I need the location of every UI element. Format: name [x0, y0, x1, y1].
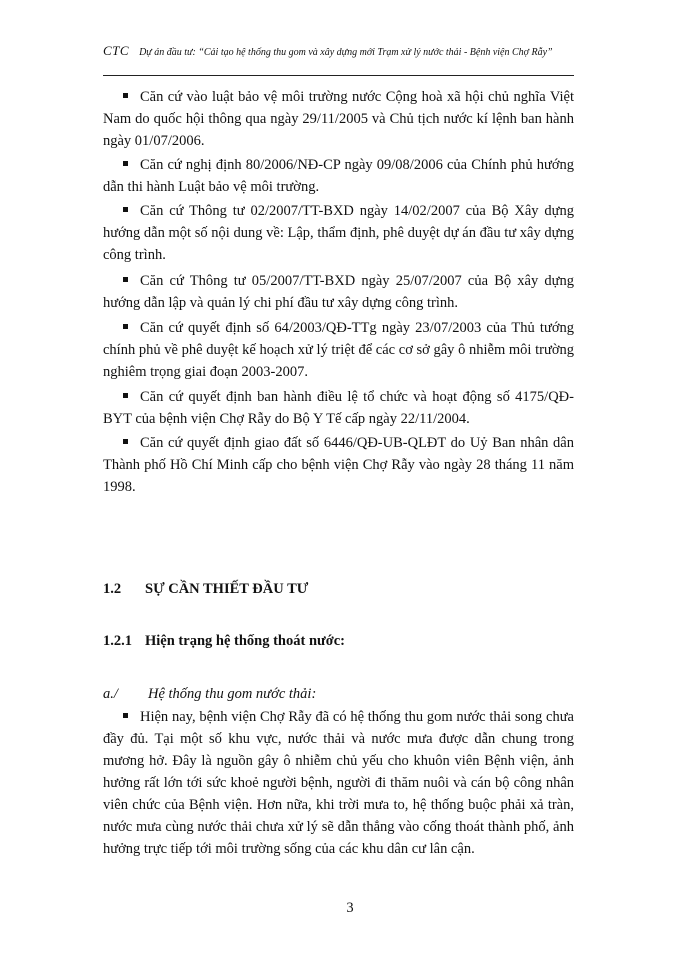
list-item-text: Căn cứ quyết định giao đất số 6446/QĐ-UB-QLĐT do Uỷ Ban nhân dân Thành phố Hồ Chí Minh cấp cho bệnh viện Chợ Rẫy vào ngày 28 tháng 11 năm 1998.	[103, 435, 574, 495]
list-item	[103, 432, 574, 498]
square-bullet-icon	[123, 207, 128, 212]
list-item-text: Căn cứ quyết định ban hành điều lệ tổ chức và hoạt động số 4175/QĐ-BYT của bệnh viện Chợ Rẫy do Bộ Y Tế cấp ngày 22/11/2004.	[103, 389, 574, 427]
subsection-number: 1.2.1	[103, 633, 132, 649]
section-heading	[103, 578, 308, 600]
list-item-text: Căn cứ nghị định 80/2006/NĐ-CP ngày 09/08/2006 của Chính phủ hướng dẫn thi hành Luật bảo vệ môi trường.	[103, 157, 574, 195]
list-item	[103, 200, 574, 266]
header-org: CTC	[103, 43, 130, 58]
section-title: SỰ CẦN THIẾT ĐẦU TƯ	[145, 581, 309, 597]
section-number: 1.2	[103, 581, 122, 597]
header-divider	[103, 75, 574, 76]
subsection-title: Hiện trạng hệ thống thoát nước:	[145, 633, 345, 649]
list-item	[103, 154, 574, 198]
body-paragraph	[103, 706, 574, 860]
body-paragraph-text: Hiện nay, bệnh viện Chợ Rẫy đã có hệ thống thu gom nước thải song chưa đầy đủ. Tại một số khu vực, nước thải và nước mưa được dẫn chung trong mương hở. Đây là nguồn gây ô nhiễm chủ yếu cho khuôn viên Bệnh viện, ảnh hưởng rất lớn tới sức khoẻ người bệnh, người đi thăm nuôi và cán bộ công nhân viên chức của Bệnh viện. Hơn nữa, khi trời mưa to, hệ thống buộc phải xả tràn, nước mưa cùng nước thải chưa xử lý sẽ dẫn thẳng vào cống thoát thành phố, ảnh hưởng trực tiếp tới môi trường sống của các khu dân cư lân cận.	[103, 709, 574, 857]
running-header	[103, 44, 573, 60]
item-title: Hệ thống thu gom nước thải:	[148, 686, 317, 702]
list-item	[103, 386, 574, 430]
list-item-text: Căn cứ Thông tư 05/2007/TT-BXD ngày 25/07/2007 của Bộ xây dựng hướng dẫn lập và quản lý chi phí đầu tư xây dựng công trình.	[103, 273, 574, 311]
square-bullet-icon	[123, 713, 128, 718]
square-bullet-icon	[123, 161, 128, 166]
subsection-heading	[103, 630, 345, 652]
square-bullet-icon	[123, 93, 128, 98]
list-item-text: Căn cứ vào luật bảo vệ môi trường nước Cộng hoà xã hội chủ nghĩa Việt Nam do quốc hội thông qua ngày 29/11/2005 và Chủ tịch nước kí lệnh ban hành ngày 01/07/2006.	[103, 89, 574, 149]
square-bullet-icon	[123, 324, 128, 329]
item-heading	[103, 683, 316, 705]
item-label: a./	[103, 686, 118, 702]
header-project: Dự án đầu tư: “Cải tạo hệ thống thu gom và xây dựng mới Trạm xử lý nước thải - Bệnh viện Chợ Rẫy”	[139, 47, 553, 58]
list-item-text: Căn cứ Thông tư 02/2007/TT-BXD ngày 14/02/2007 của Bộ Xây dựng hướng dẫn một số nội dung về: Lập, thẩm định, phê duyệt dự án đầu tư xây dựng công trình.	[103, 203, 574, 263]
list-item-text: Căn cứ quyết định số 64/2003/QĐ-TTg ngày 23/07/2003 của Thủ tướng chính phủ về phê duyệt kế hoạch xử lý triệt để các cơ sở gây ô nhiễm môi trường nghiêm trọng giai đoạn 2003-2007.	[103, 320, 574, 380]
square-bullet-icon	[123, 277, 128, 282]
page-number: 3	[346, 900, 354, 916]
square-bullet-icon	[123, 439, 128, 444]
square-bullet-icon	[123, 393, 128, 398]
list-item	[103, 270, 574, 314]
list-item	[103, 317, 574, 383]
list-item	[103, 86, 574, 152]
